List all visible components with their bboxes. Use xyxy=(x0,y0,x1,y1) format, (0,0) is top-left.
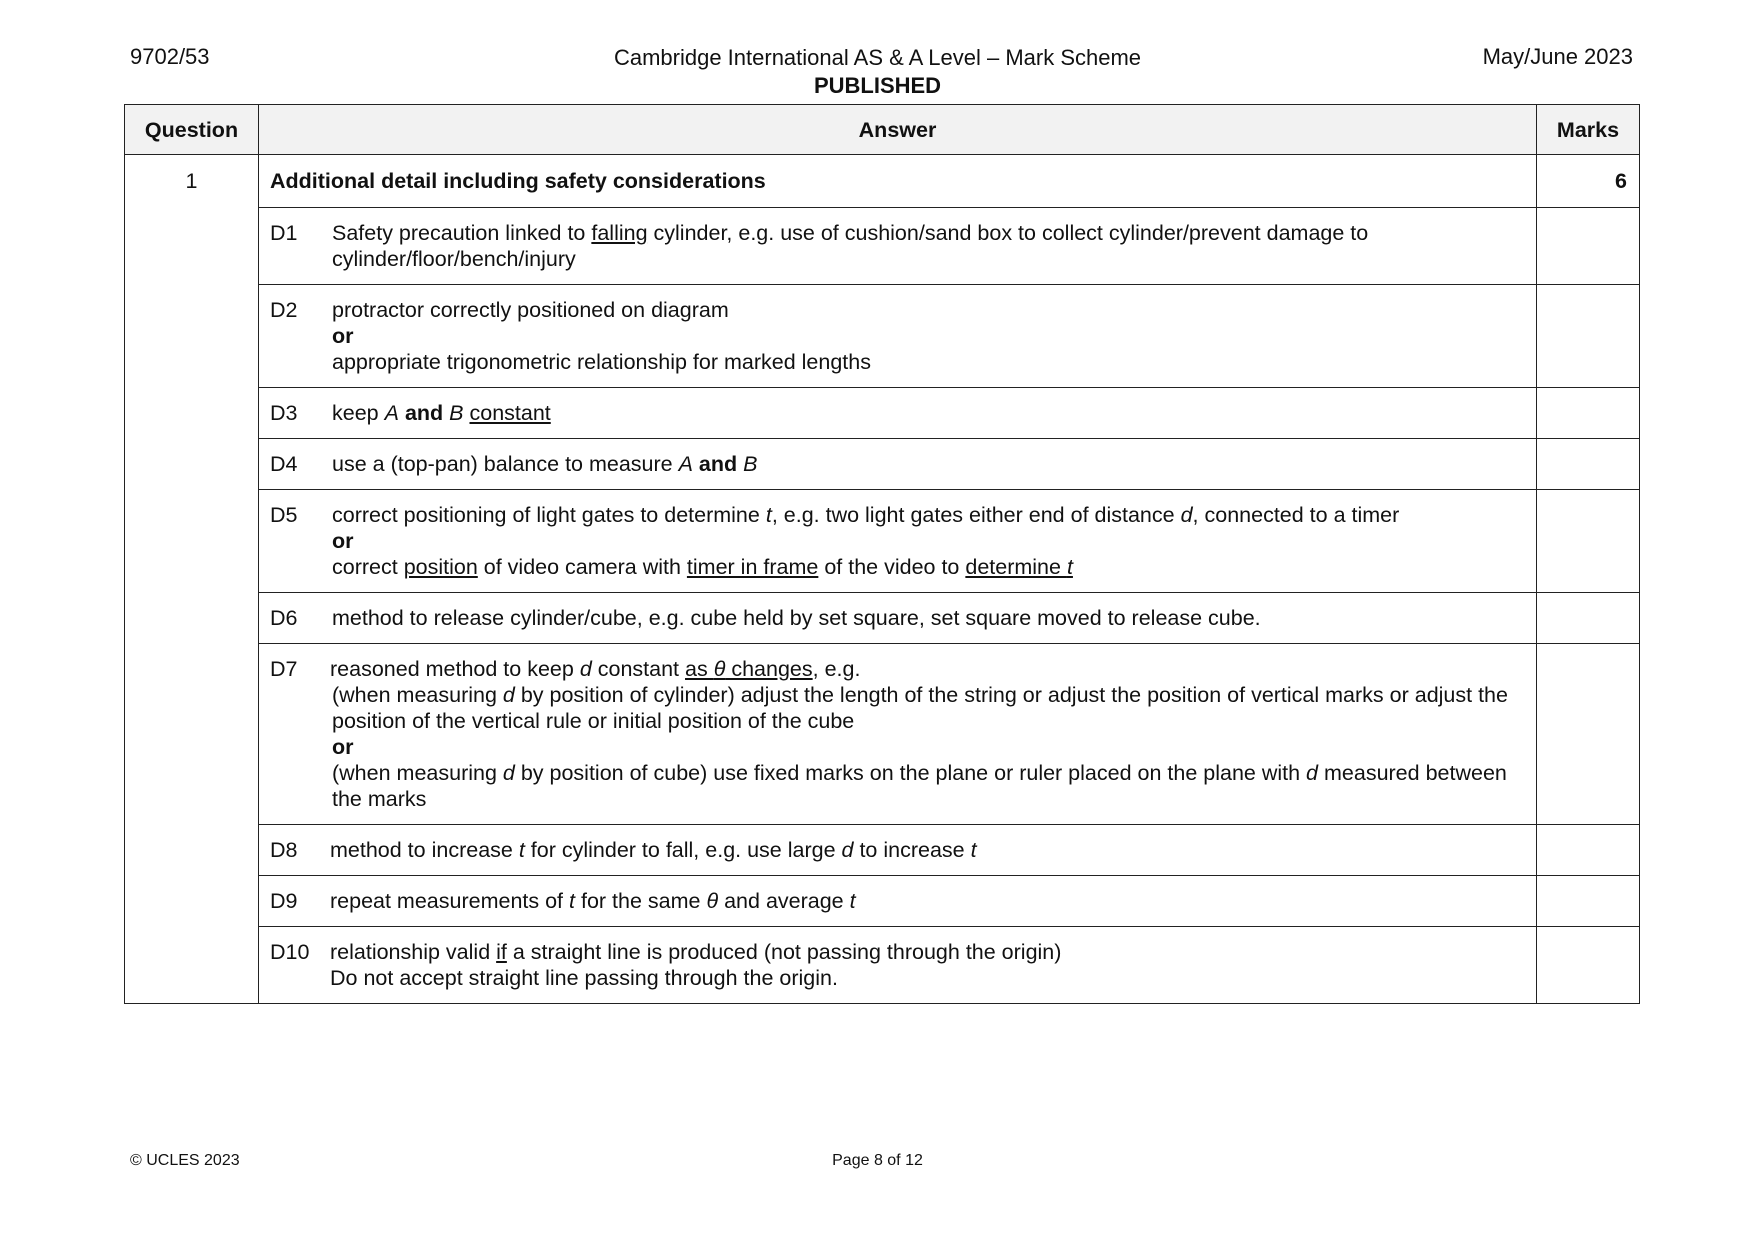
answer-column-header: Answer xyxy=(259,105,1537,155)
marks-cell-empty xyxy=(1537,490,1640,593)
question-number: 1 xyxy=(125,155,259,1004)
marks-value: 6 xyxy=(1537,155,1640,208)
copyright: © UCLES 2023 xyxy=(130,1152,240,1169)
point-code: D8 xyxy=(270,838,298,862)
answer-cell-d9 xyxy=(259,876,1537,927)
point-text: repeat measurements of t for the same θ and average t xyxy=(330,889,856,913)
title-text: Cambridge International AS & A Level – Mark Scheme xyxy=(613,45,1142,70)
point-code: D6 xyxy=(270,606,298,630)
table-header-row xyxy=(125,105,1640,155)
point-code: D5 xyxy=(270,503,298,527)
answer-cell-d2 xyxy=(259,285,1537,388)
answer-cell-d8 xyxy=(259,825,1537,876)
answer-cell-d1 xyxy=(259,208,1537,285)
table-row xyxy=(125,155,1640,208)
answer-cell-d6 xyxy=(259,593,1537,644)
paper-code: 9702/53 xyxy=(130,44,210,69)
table-row xyxy=(125,439,1640,490)
point-text: protractor correctly positioned on diagram or appropriate trigonometric relationship for marked lengths xyxy=(332,297,1524,375)
point-text: keep A and B constant xyxy=(332,401,551,425)
point-text: Safety precaution linked to falling cylinder, e.g. use of cushion/sand box to collect cylinder/prevent damage to cylinder/floor/bench/injury xyxy=(332,221,1369,271)
marks-cell-empty xyxy=(1537,876,1640,927)
page-number: Page 8 of 12 xyxy=(832,1152,923,1169)
answer-cell-d4 xyxy=(259,439,1537,490)
table-row xyxy=(125,876,1640,927)
marks-cell-empty xyxy=(1537,208,1640,285)
marks-column-header: Marks xyxy=(1537,105,1640,155)
point-code: D1 xyxy=(270,221,298,245)
point-code: D2 xyxy=(270,298,298,322)
answer-cell-d7 xyxy=(259,644,1537,825)
marks-cell-empty xyxy=(1537,644,1640,825)
table-row xyxy=(125,388,1640,439)
answer-cell-d3 xyxy=(259,388,1537,439)
or-label: or xyxy=(332,324,354,348)
marks-cell-empty xyxy=(1537,388,1640,439)
answer-cell-d5 xyxy=(259,490,1537,593)
marks-cell-empty xyxy=(1537,593,1640,644)
point-text: use a (top-pan) balance to measure A and B xyxy=(332,452,758,476)
table-row xyxy=(125,285,1640,388)
table-row xyxy=(125,825,1640,876)
mark-scheme-table xyxy=(124,104,1640,1004)
table-row xyxy=(125,208,1640,285)
point-text: method to release cylinder/cube, e.g. cube held by set square, set square moved to release cube. xyxy=(332,606,1261,630)
point-code: D4 xyxy=(270,452,298,476)
question-column-header: Question xyxy=(125,105,259,155)
marks-cell-empty xyxy=(1537,285,1640,388)
published-label: PUBLISHED xyxy=(813,73,942,98)
exam-session: May/June 2023 xyxy=(1482,44,1633,69)
point-text: reasoned method to keep d constant as θ changes, e.g. (when measuring d by position of cylinder) adjust the length of the string or adjust the position of vertical marks or adjust the position of the vertical rule or initial position of the cube or (when measuring d by position of cube) use fixed marks on the plane or ruler placed on the plane with d measured between the marks xyxy=(330,656,1524,812)
or-label: or xyxy=(332,529,354,553)
point-text: correct positioning of light gates to determine t, e.g. two light gates either end of distance d, connected to a timer or correct position of video camera with timer in frame of the video to determine t xyxy=(332,502,1524,580)
point-code: D10 xyxy=(270,940,310,964)
table-row xyxy=(125,644,1640,825)
table-row xyxy=(125,490,1640,593)
marks-cell-empty xyxy=(1537,825,1640,876)
point-code: D7 xyxy=(270,657,298,681)
point-code: D9 xyxy=(270,889,298,913)
point-text: relationship valid if a straight line is produced (not passing through the origin) Do not accept straight line passing through the origin. xyxy=(330,940,1062,990)
answer-cell-d10 xyxy=(259,927,1537,1004)
table-row xyxy=(125,927,1640,1004)
or-label: or xyxy=(332,735,354,759)
marks-cell-empty xyxy=(1537,439,1640,490)
marks-cell-empty xyxy=(1537,927,1640,1004)
table-row xyxy=(125,593,1640,644)
answer-heading: Additional detail including safety considerations xyxy=(259,155,1537,208)
point-text: method to increase t for cylinder to fall, e.g. use large d to increase t xyxy=(330,838,977,862)
point-code: D3 xyxy=(270,401,298,425)
